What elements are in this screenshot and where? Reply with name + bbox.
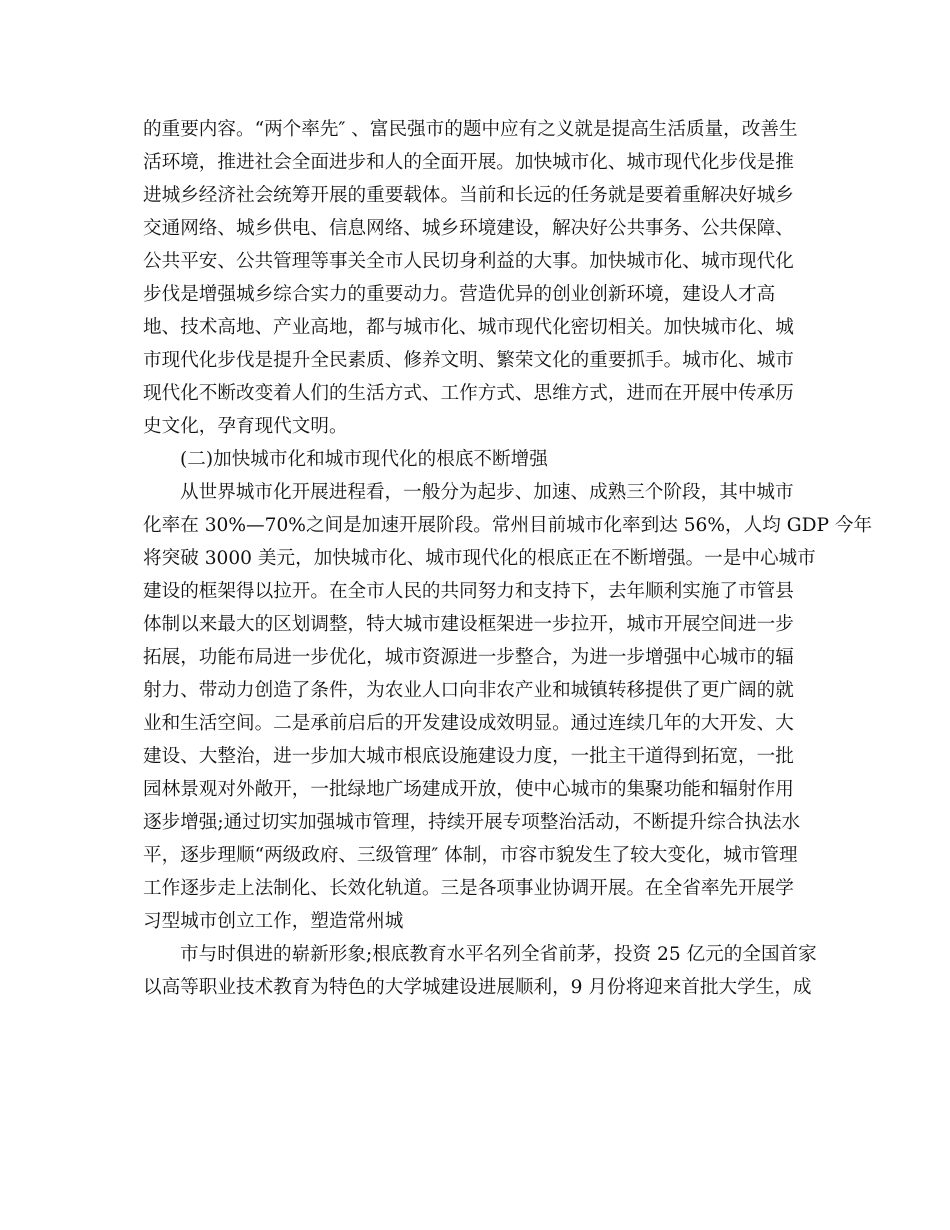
text-line: 的重要内容。“两个率先″ 、富民强市的题中应有之义就是提高生活质量，改善生 [143, 119, 798, 140]
text-line: 拓展，功能布局进一步优化，城市资源进一步整合，为进一步增强中心城市的辐 [143, 647, 794, 668]
text-line: 习型城市创立工作，塑造常州城 [143, 911, 404, 932]
text-line: 逐步增强;通过切实加强城市管理，持续开展专项整治活动，不断提升综合执法水 [143, 812, 801, 833]
text-line: 进城乡经济社会统筹开展的重要载体。当前和长远的任务就是要着重解决好城乡 [143, 185, 794, 206]
text-line: 公共平安、公共管理等事关全市人民切身利益的大事。加快城市化、城市现代化 [143, 251, 794, 272]
section-heading: (二)加快城市化和城市现代化的根底不断增强 [180, 449, 548, 470]
text-line: 建设的框架得以拉开。在全市人民的共同努力和支持下，去年顺利实施了市管县 [143, 581, 794, 602]
text-line: 地、技术高地、产业高地，都与城市化、城市现代化密切相关。加快城市化、城 [143, 317, 794, 338]
paragraph-first-line: 从世界城市化开展进程看，一般分为起步、加速、成熟三个阶段，其中城市 [180, 482, 794, 503]
text-line: 将突破 3000 美元，加快城市化、城市现代化的根底正在不断增强。一是中心城市 [143, 548, 816, 569]
text-line: 活环境，推进社会全面进步和人的全面开展。加快城市化、城市现代化步伐是推 [143, 152, 794, 173]
text-line: 步伐是增强城乡综合实力的重要动力。营造优异的创业创新环境，建设人才高 [143, 284, 776, 305]
text-line: 建设、大整治，进一步加大城市根底设施建设力度，一批主干道得到拓宽，一批 [143, 746, 794, 767]
text-line: 射力、带动力创造了条件，为农业人口向非农产业和城镇转移提供了更广阔的就 [143, 680, 794, 701]
text-line: 现代化不断改变着人们的生活方式、工作方式、思维方式，进而在开展中传承历 [143, 383, 794, 404]
text-line: 平，逐步理顺“两级政府、三级管理″ 体制，市容市貌发生了较大变化，城市管理 [143, 845, 798, 866]
text-line: 园林景观对外敞开，一批绿地广场建成开放，使中心城市的集聚功能和辐射作用 [143, 779, 794, 800]
text-line: 化率在 30%—70%之间是加速开展阶段。常州目前城市化率到达 56%，人均 GDP 今年 [143, 515, 873, 536]
paragraph-first-line: 市与时俱进的崭新形象;根底教育水平名列全省前茅，投资 25 亿元的全国首家 [180, 944, 817, 965]
text-line: 工作逐步走上法制化、长效化轨道。三是各项事业协调开展。在全省率先开展学 [143, 878, 794, 899]
text-line: 业和生活空间。二是承前启后的开发建设成效明显。通过连续几年的大开发、大 [143, 713, 794, 734]
text-line: 史文化，孕育现代文明。 [143, 416, 348, 437]
text-line: 以高等职业技术教育为特色的大学城建设进展顺利，9 月份将迎来首批大学生，成 [143, 977, 812, 998]
text-line: 市现代化步伐是提升全民素质、修养文明、繁荣文化的重要抓手。城市化、城市 [143, 350, 794, 371]
text-line: 交通网络、城乡供电、信息网络、城乡环境建设，解决好公共事务、公共保障、 [143, 218, 794, 239]
text-line: 体制以来最大的区划调整，特大城市建设框架进一步拉开，城市开展空间进一步 [143, 614, 794, 635]
